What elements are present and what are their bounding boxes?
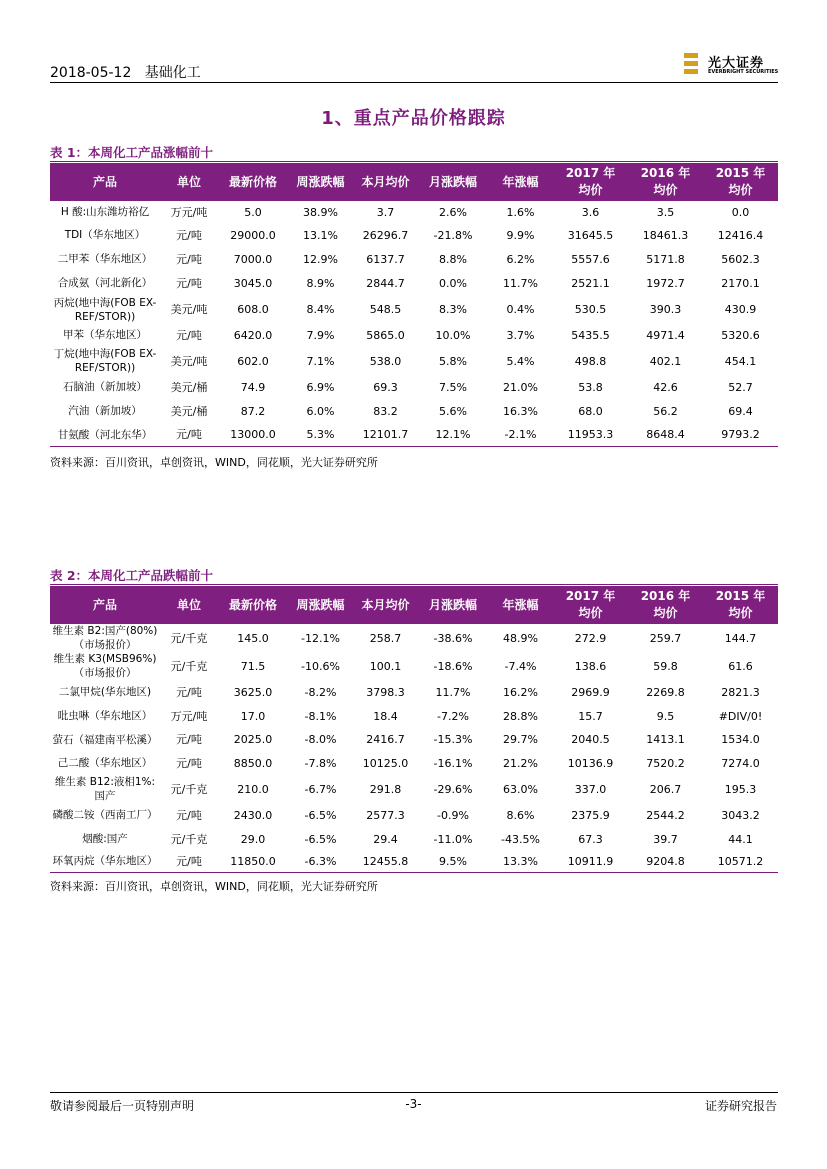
table-cell: -38.6% xyxy=(433,631,473,645)
table-cell: 0.4% xyxy=(506,303,535,316)
table-row xyxy=(50,247,778,271)
table-cell: 1972.7 xyxy=(646,276,685,290)
table-cell: 258.7 xyxy=(369,631,402,645)
table-row xyxy=(50,704,778,728)
table-cell: -8.2% xyxy=(304,685,337,699)
table-cell: 454.1 xyxy=(724,354,757,368)
table-cell: 21.0% xyxy=(503,380,538,394)
footer-report-type: 证券研究报告 xyxy=(704,1099,777,1113)
table-cell: 5.3% xyxy=(288,424,353,446)
table-cell: 11850.0 xyxy=(218,851,288,872)
table-cell: 69.4 xyxy=(728,404,753,418)
table1-source: 资料来源：百川资讯，卓创资讯，WIND，同花顺，光大证券研究所 xyxy=(50,456,378,469)
table-cell: 38.9% xyxy=(303,205,338,219)
table-cell: 26296.7 xyxy=(362,228,409,242)
table-cell: 100.1 xyxy=(369,659,402,673)
table-header-row xyxy=(50,163,778,201)
table-cell: 5602.3 xyxy=(721,252,760,266)
product-name-cell: 维生素 K3(MSB96%)（市场报价） xyxy=(53,653,157,679)
table-cell: 430.9 xyxy=(724,303,757,316)
table-cell: 12416.4 xyxy=(717,228,764,242)
table1-title-rule xyxy=(50,161,778,162)
table-cell: 12.9% xyxy=(303,252,338,266)
table-cell: 337.0 xyxy=(574,782,607,796)
table-cell: 8.9% xyxy=(306,276,335,290)
table-cell: 元/吨 xyxy=(176,685,202,699)
table-cell: 3.7 xyxy=(376,205,395,219)
table-cell: 5.6% xyxy=(439,404,467,418)
table-cell: 390.3 xyxy=(649,303,682,316)
table-cell: 56.2 xyxy=(653,404,678,418)
report-sector: 基础化工 xyxy=(144,65,201,81)
table-header-row xyxy=(50,586,778,624)
table-cell: -7.8% xyxy=(304,756,337,770)
column-header: 本月均价 xyxy=(353,163,418,201)
product-name-cell: 二甲苯（华东地区） xyxy=(57,253,153,265)
product-name-cell: 石脑油（新加坡） xyxy=(63,381,147,393)
table-cell: 元/吨 xyxy=(176,808,202,822)
table-cell: 145.0 xyxy=(237,631,269,645)
table-cell: 10911.9 xyxy=(553,851,628,872)
table-cell: 10125.0 xyxy=(362,756,409,770)
table-cell: 29.0 xyxy=(240,832,266,846)
table-cell: 48.9% xyxy=(503,631,538,645)
table-cell: 8.6% xyxy=(506,808,535,822)
table-cell: 10136.9 xyxy=(567,756,614,770)
column-header: 2015 年 均价 xyxy=(703,163,778,201)
table-cell: 美元/桶 xyxy=(170,380,208,394)
table-cell: 3.5 xyxy=(656,205,675,219)
logo-text-en: EVERBRIGHT SECURITIES xyxy=(708,69,779,75)
table-cell: 8850.0 xyxy=(233,756,273,770)
table-cell: 138.6 xyxy=(574,659,607,673)
table-cell: 4971.4 xyxy=(646,328,685,342)
table-cell: 8.8% xyxy=(439,252,467,266)
table-cell: 28.8% xyxy=(503,709,538,723)
table-row xyxy=(50,324,778,346)
table-cell: 2544.2 xyxy=(646,808,685,822)
table-cell: 12.1% xyxy=(418,424,488,446)
product-name-cell: 环氧丙烷（华东地区） xyxy=(50,851,160,872)
table-cell: 9204.8 xyxy=(628,851,703,872)
table-row xyxy=(50,728,778,751)
table-cell: 1413.1 xyxy=(646,733,685,746)
table-cell: 44.1 xyxy=(728,832,753,846)
report-date-sector xyxy=(50,62,201,82)
table-cell: 9.5% xyxy=(418,851,488,872)
table-cell: -10.6% xyxy=(301,659,340,673)
table-cell: 9.9% xyxy=(506,228,535,242)
table-cell: 元/吨 xyxy=(176,252,202,266)
table-cell: -8.0% xyxy=(304,733,337,746)
table-cell: 83.2 xyxy=(373,404,398,418)
column-header: 2017 年 均价 xyxy=(553,586,628,624)
table2-title: 表 2：本周化工产品跌幅前十 xyxy=(50,568,214,583)
table-cell: 0.0% xyxy=(439,276,467,290)
table-cell: 5435.5 xyxy=(571,328,610,342)
column-header: 月涨跌幅 xyxy=(418,163,488,201)
column-header: 最新价格 xyxy=(218,586,288,624)
table-cell: -21.8% xyxy=(433,228,473,242)
table-cell: 11.7% xyxy=(435,685,471,699)
table-row xyxy=(50,851,778,872)
table-cell: 8648.4 xyxy=(628,424,703,446)
table-cell: 31645.5 xyxy=(567,228,614,242)
table-cell: 2821.3 xyxy=(721,685,760,699)
page-number: -3- xyxy=(405,1097,422,1111)
table1-title: 表 1：本周化工产品涨幅前十 xyxy=(50,145,214,160)
table-cell: 元/吨 xyxy=(160,424,218,446)
table-row xyxy=(50,827,778,851)
table-cell: 2844.7 xyxy=(366,276,405,290)
table-cell: 63.0% xyxy=(503,782,538,796)
table-row xyxy=(50,751,778,775)
table-cell: 15.7 xyxy=(578,709,603,723)
table-cell: 5171.8 xyxy=(646,252,685,266)
table-cell: 2969.9 xyxy=(571,685,610,699)
table-cell: 11.7% xyxy=(503,276,538,290)
table-cell: 6.9% xyxy=(306,380,335,394)
product-name-cell: 汽油（新加坡） xyxy=(68,405,142,417)
column-header: 产品 xyxy=(50,163,160,201)
table-cell: 21.2% xyxy=(503,756,538,770)
table-cell: 538.0 xyxy=(369,354,402,368)
product-name-cell: 维生素 B12:液相1%:国产 xyxy=(54,776,156,802)
table-cell: 5.0 xyxy=(244,205,262,219)
table-cell: -6.7% xyxy=(304,782,337,796)
column-header: 2016 年 均价 xyxy=(628,163,703,201)
table-cell: 69.3 xyxy=(373,380,398,394)
table-cell: 美元/吨 xyxy=(170,354,208,368)
report-date: 2018-05-12 xyxy=(50,65,132,81)
table-cell: 3043.2 xyxy=(721,808,760,822)
column-header: 周涨跌幅 xyxy=(288,163,353,201)
table2-losers xyxy=(50,586,778,873)
table-cell: 2025.0 xyxy=(233,733,273,746)
table-cell: 68.0 xyxy=(578,404,603,418)
table-cell: 2040.5 xyxy=(571,733,610,746)
table-cell: -6.3% xyxy=(288,851,353,872)
product-name-cell: 己二酸（华东地区） xyxy=(57,757,153,769)
column-header: 单位 xyxy=(160,586,218,624)
table-cell: 13000.0 xyxy=(218,424,288,446)
table-cell: 2577.3 xyxy=(366,808,405,822)
table-cell: 195.3 xyxy=(724,782,757,796)
table-cell: 6.0% xyxy=(306,404,335,418)
table-cell: 3.6 xyxy=(581,205,600,219)
table-cell: 9.5 xyxy=(656,709,675,723)
table-row xyxy=(50,775,778,803)
table-cell: 29.7% xyxy=(503,733,538,746)
product-name-cell: 吡虫啉（华东地区） xyxy=(57,710,153,722)
product-name-cell: 二氯甲烷(华东地区) xyxy=(58,686,152,698)
table-cell: 10571.2 xyxy=(703,851,778,872)
table-cell: 元/吨 xyxy=(176,756,202,770)
table-cell: 12101.7 xyxy=(353,424,418,446)
table-cell: 67.3 xyxy=(578,832,603,846)
product-name-cell: 丁烷(地中海(FOB EX-REF/STOR)) xyxy=(53,348,157,374)
table-cell: 元/吨 xyxy=(176,733,202,746)
table-cell: 13.3% xyxy=(488,851,553,872)
table-cell: -0.9% xyxy=(437,808,469,822)
table-cell: -16.1% xyxy=(433,756,473,770)
table-cell: -29.6% xyxy=(433,782,473,796)
table-cell: 7.5% xyxy=(439,380,467,394)
table-cell: 2375.9 xyxy=(571,808,610,822)
column-header: 周涨跌幅 xyxy=(288,586,353,624)
table-cell: 元/吨 xyxy=(160,851,218,872)
table-cell: 42.6 xyxy=(653,380,678,394)
product-name-cell: 磷酸二铵（西南工厂） xyxy=(52,809,158,821)
table-cell: 元/吨 xyxy=(176,276,202,290)
table-cell: 74.9 xyxy=(240,380,266,394)
table-cell: 7.1% xyxy=(306,354,335,368)
table-cell: 3798.3 xyxy=(366,685,405,699)
table-cell: 元/千克 xyxy=(170,832,208,846)
product-name-cell: 萤石（福建南平松溪） xyxy=(52,733,158,746)
table-cell: 5.4% xyxy=(506,354,535,368)
table-cell: -6.5% xyxy=(304,808,337,822)
table-cell: 11953.3 xyxy=(553,424,628,446)
table-cell: 29.4 xyxy=(373,832,398,846)
table-cell: 2430.0 xyxy=(233,808,273,822)
table-cell: 5557.6 xyxy=(571,252,610,266)
table-cell: 0.0 xyxy=(731,205,750,219)
table-cell: 元/吨 xyxy=(176,328,202,342)
table-cell: 元/千克 xyxy=(170,631,208,645)
table1-gainers xyxy=(50,163,778,447)
footer-divider xyxy=(50,1092,778,1093)
table-cell: 2416.7 xyxy=(366,733,405,746)
table-cell: 2170.1 xyxy=(721,276,760,290)
logo-text-cn: 光大证券 xyxy=(708,56,765,71)
column-header: 年涨幅 xyxy=(488,163,553,201)
table-cell: 272.9 xyxy=(574,631,607,645)
table-cell: 元/吨 xyxy=(176,228,202,242)
table-cell: 万元/吨 xyxy=(170,709,208,723)
table-cell: 1.6% xyxy=(506,205,535,219)
table-cell: 39.7 xyxy=(653,832,678,846)
table-cell: 52.7 xyxy=(728,380,753,394)
table-cell: #DIV/0! xyxy=(718,709,763,723)
table-row xyxy=(50,346,778,376)
table-cell: 608.0 xyxy=(237,303,269,316)
column-header: 最新价格 xyxy=(218,163,288,201)
table-cell: 7520.2 xyxy=(646,756,685,770)
table-cell: 13.1% xyxy=(303,228,338,242)
table-cell: -18.6% xyxy=(433,659,473,673)
table-cell: 61.6 xyxy=(728,659,753,673)
table-cell: -7.2% xyxy=(437,709,469,723)
column-header: 产品 xyxy=(50,586,160,624)
table-cell: 402.1 xyxy=(649,354,682,368)
table-cell: 17.0 xyxy=(240,709,266,723)
table-cell: 美元/吨 xyxy=(170,303,208,316)
table-cell: 59.8 xyxy=(653,659,678,673)
table-cell: 10.0% xyxy=(435,328,471,342)
table-row xyxy=(50,223,778,247)
table-cell: -8.1% xyxy=(304,709,337,723)
column-header: 2017 年 均价 xyxy=(553,163,628,201)
table-cell: 291.8 xyxy=(369,782,402,796)
table-cell: 87.2 xyxy=(240,404,266,418)
table-cell: 1534.0 xyxy=(721,733,760,746)
product-name-cell: 丙烷(地中海(FOB EX-REF/STOR)) xyxy=(53,296,157,323)
column-header: 2015 年 均价 xyxy=(703,586,778,624)
table-cell: 602.0 xyxy=(237,354,269,368)
table-cell: 259.7 xyxy=(649,631,682,645)
table-cell: 18461.3 xyxy=(642,228,689,242)
table-cell: 206.7 xyxy=(649,782,682,796)
everbright-logo xyxy=(684,52,779,78)
table-cell: 53.8 xyxy=(578,380,603,394)
column-header: 本月均价 xyxy=(353,586,418,624)
product-name-cell: 甲苯（华东地区） xyxy=(63,329,147,341)
product-name-cell: 维生素 B2:国产(80%)（市场报价） xyxy=(52,625,158,651)
table-row xyxy=(50,680,778,704)
logo-mark-icon xyxy=(684,53,698,75)
table-cell: 210.0 xyxy=(237,782,269,796)
product-name-cell: 烟酸:国产 xyxy=(82,833,128,845)
table2-title-rule xyxy=(50,584,778,585)
table-cell: 美元/桶 xyxy=(170,404,208,418)
product-name-cell: TDI（华东地区） xyxy=(64,229,146,241)
column-header: 月涨跌幅 xyxy=(418,586,488,624)
table-cell: 2.6% xyxy=(439,205,467,219)
product-name-cell: 合成氨（河北新化） xyxy=(57,277,153,289)
table-cell: 530.5 xyxy=(574,303,607,316)
product-name-cell: 甘氨酸（河北东华） xyxy=(50,424,160,446)
table-row xyxy=(50,398,778,424)
table-cell: 18.4 xyxy=(373,709,398,723)
table-cell: 6420.0 xyxy=(233,328,273,342)
table-cell: 16.2% xyxy=(503,685,538,699)
table-row xyxy=(50,624,778,652)
table-cell: 3.7% xyxy=(506,328,535,342)
table-cell: 元/千克 xyxy=(170,782,208,796)
table-cell: -2.1% xyxy=(488,424,553,446)
table-cell: 9793.2 xyxy=(703,424,778,446)
table-cell: 元/千克 xyxy=(170,659,208,673)
table-row xyxy=(50,424,778,446)
table-cell: 16.3% xyxy=(503,404,538,418)
table-row xyxy=(50,652,778,680)
footer-disclaimer: 敬请参阅最后一页特别声明 xyxy=(50,1099,195,1113)
table-cell: 5.8% xyxy=(439,354,467,368)
product-name-cell: H 酸:山东潍坊裕亿 xyxy=(60,206,150,218)
table-cell: 6.2% xyxy=(506,252,535,266)
table-row xyxy=(50,201,778,223)
table2-source: 资料来源：百川资讯，卓创资讯，WIND，同花顺，光大证券研究所 xyxy=(50,880,378,893)
table-cell: 71.5 xyxy=(240,659,266,673)
table-row xyxy=(50,803,778,827)
column-header: 年涨幅 xyxy=(488,586,553,624)
table-cell: -43.5% xyxy=(501,832,540,846)
table-cell: 8.4% xyxy=(306,303,335,316)
table-cell: 3625.0 xyxy=(233,685,273,699)
table-cell: 7.9% xyxy=(306,328,335,342)
section-title: 1、重点产品价格跟踪 xyxy=(321,108,506,129)
column-header: 单位 xyxy=(160,163,218,201)
table-cell: 2521.1 xyxy=(571,276,610,290)
header-divider xyxy=(50,82,778,83)
table-row xyxy=(50,376,778,398)
table-row xyxy=(50,295,778,324)
table-cell: 2269.8 xyxy=(646,685,685,699)
table-cell: 3045.0 xyxy=(233,276,273,290)
table-cell: -12.1% xyxy=(301,631,340,645)
table-cell: 7000.0 xyxy=(233,252,273,266)
table-cell: -6.5% xyxy=(304,832,337,846)
table-row xyxy=(50,271,778,295)
table-cell: 144.7 xyxy=(724,631,757,645)
table-cell: -11.0% xyxy=(433,832,473,846)
table-cell: 6137.7 xyxy=(366,252,405,266)
table-cell: 548.5 xyxy=(369,303,402,316)
table-cell: -7.4% xyxy=(504,659,537,673)
table-cell: -15.3% xyxy=(433,733,473,746)
table-cell: 12455.8 xyxy=(353,851,418,872)
table-cell: 29000.0 xyxy=(230,228,276,242)
table-cell: 5320.6 xyxy=(721,328,760,342)
table-cell: 498.8 xyxy=(574,354,607,368)
table-cell: 万元/吨 xyxy=(170,205,208,219)
table-cell: 7274.0 xyxy=(721,756,760,770)
column-header: 2016 年 均价 xyxy=(628,586,703,624)
table-cell: 8.3% xyxy=(439,303,467,316)
table-cell: 5865.0 xyxy=(366,328,405,342)
